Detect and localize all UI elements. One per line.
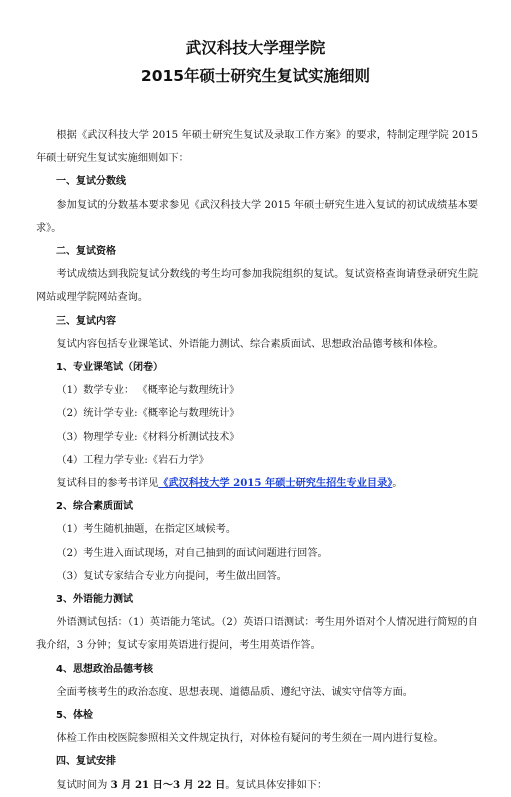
subheading-written-exam: 1、专业课笔试（闭卷） [56, 362, 163, 374]
subheading-interview: 2、综合素质面试 [56, 501, 133, 513]
subheading-moral-assessment: 4、思想政治品德考核 [56, 663, 153, 675]
list-item: （4）工程力学专业:《岩石力学》 [56, 454, 209, 466]
list-item: （3）物理学专业:《材料分析测试技术》 [56, 431, 240, 443]
subheading-language-test: 3、外语能力测试 [56, 594, 133, 606]
reference-paragraph [36, 472, 478, 495]
list-item: （1）考生随机抽题，在指定区域候考。 [56, 524, 237, 536]
page-subtitle: 2015年硕士研究生复试实施细则 [140, 67, 371, 85]
schedule-paragraph [36, 774, 478, 797]
content-paragraph: 复试内容包括专业课笔试、外语能力测试、综合素质面试、思想政治品德考核和体检。 [56, 338, 444, 350]
score-line-paragraph: 参加复试的分数基本要求参见《武汉科技大学 2015 年硕士研究生进入复试的初试成绩基本要求》。 [36, 199, 478, 234]
reference-suffix: 。 [392, 478, 403, 490]
document-body [36, 124, 478, 797]
subheading-medical-exam: 5、体检 [56, 710, 93, 722]
list-item: （2）统计学专业:《概率论与数理统计》 [56, 408, 240, 420]
schedule-dates: 3 月 21 日～3 月 22 日 [110, 778, 226, 791]
section-heading-score-line: 一、复试分数线 [56, 176, 126, 188]
eligibility-paragraph: 考试成绩达到我院复试分数线的考生均可参加我院组织的复试。复试资格查询请登录研究生院网站或理学院网站查询。 [36, 269, 478, 304]
section-heading-schedule: 四、复试安排 [56, 756, 116, 768]
list-item: （2）考生进入面试现场，对自己抽到的面试问题进行回答。 [56, 547, 328, 559]
section-heading-content: 三、复试内容 [56, 315, 116, 327]
reference-prefix: 复试科目的参考书详见 [56, 478, 159, 490]
schedule-prefix: 复试时间为 [56, 779, 111, 791]
intro-paragraph: 根据《武汉科技大学 2015 年硕士研究生复试及录取工作方案》的要求，特制定理学院 2015 年硕士研究生复试实施细则如下： [36, 130, 478, 165]
language-test-paragraph: 外语测试包括：（1）英语能力笔试。（2）英语口语测试：考生用外语对个人情况进行简短的自我介绍，3 分钟；复试专家用英语进行提问，考生用英语作答。 [36, 617, 478, 652]
list-item: （1）数学专业： 《概率论与数理统计》 [56, 385, 240, 397]
medical-exam-paragraph: 体检工作由校医院参照相关文件规定执行，对体检有疑问的考生须在一周内进行复检。 [56, 733, 444, 745]
moral-assessment-paragraph: 全面考核考生的政治态度、思想表现、道德品质、遵纪守法、诚实守信等方面。 [56, 686, 413, 698]
section-heading-eligibility: 二、复试资格 [56, 246, 116, 258]
schedule-suffix: 。复试具体安排如下： [225, 779, 328, 791]
page-title: 武汉科技大学理学院 [185, 39, 326, 57]
catalog-link[interactable]: 《武汉科技大学 2015 年硕士研究生招生专业目录》 [158, 477, 393, 490]
list-item: （3）复试专家结合专业方向提问，考生做出回答。 [56, 570, 287, 582]
